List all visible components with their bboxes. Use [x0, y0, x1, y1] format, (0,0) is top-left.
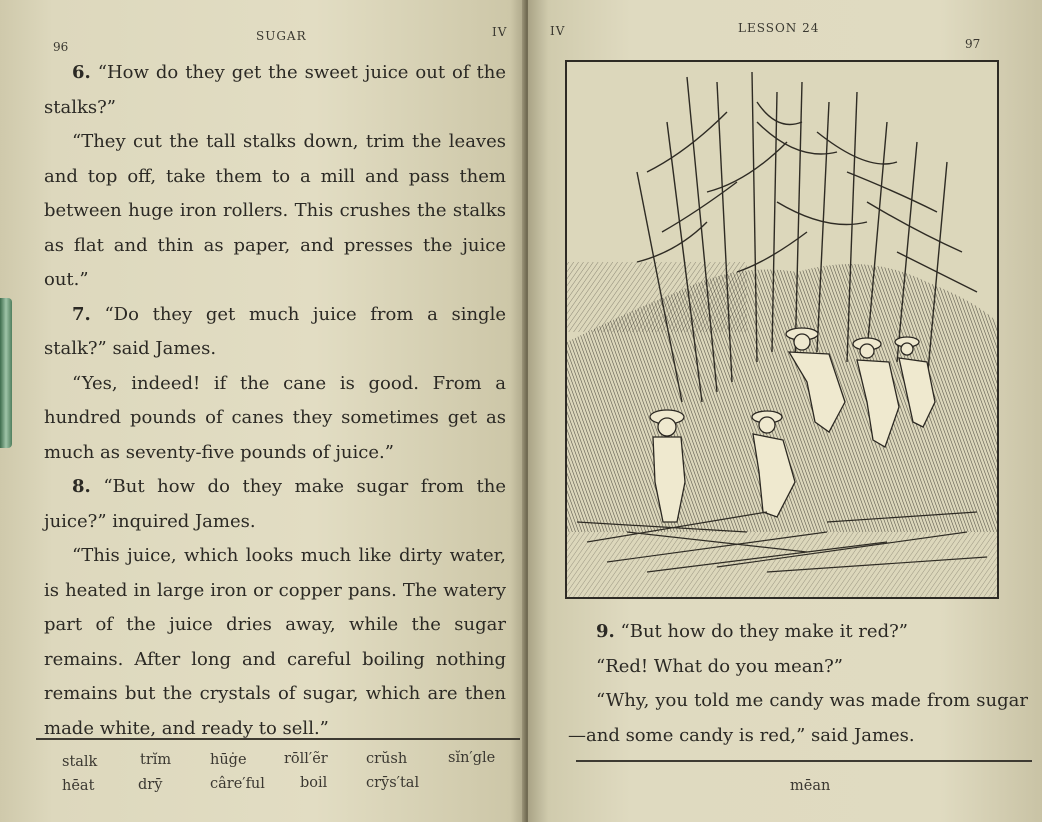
running-head: LESSON 24 [738, 21, 820, 35]
right-page-text [568, 615, 1028, 753]
page-number: 97 [965, 37, 981, 51]
vocab-word: stalk [62, 754, 98, 770]
divider-rule [576, 760, 1032, 762]
vocab-word: rōll′ẽr [284, 751, 328, 767]
left-page-text [44, 56, 506, 746]
vocab-word: crȳs′tal [366, 775, 420, 791]
vocab-word: boil [300, 775, 328, 791]
vocab-word: hūġe [210, 752, 247, 768]
green-page-tab [0, 298, 12, 448]
paragraph: “This juice, which looks much like dirty water, is heated in large iron or copper pans. The watery part of the juice dries away, while the sugar remains. After long and careful boiling nothing remains but the crystals of sugar, which are then made white, and ready to sell.” [44, 545, 506, 739]
right-page [528, 0, 1042, 822]
paragraph: “Why, you told me candy was made from sugar—and some candy is red,” said James. [568, 690, 1028, 746]
vocab-word: câre′ful [210, 776, 265, 792]
paragraph: 9. “But how do they make it red?” [596, 621, 908, 642]
paragraph: 8. “But how do they make sugar from the juice?” inquired James. [44, 476, 506, 532]
paragraph: “Red! What do you mean?” [596, 655, 843, 677]
vocab-word: hēat [62, 778, 95, 794]
vocab-word: sĭn′gle [448, 750, 496, 766]
section-mark: IV [550, 24, 566, 38]
paragraph: “They cut the tall stalks down, trim the leaves and top off, take them to a mill and pass them between huge iron rollers. This crushes the stalks as flat and thin as paper, and presses the juice out.” [44, 131, 506, 290]
vocab-word: mēan [790, 778, 831, 794]
sugar-cane-harvest-illustration [567, 62, 997, 597]
vocab-word: trĭm [140, 752, 172, 768]
sugar-cane-illustration [565, 60, 999, 599]
section-mark: IV [492, 25, 508, 39]
paragraph: 7. “Do they get much juice from a single stalk?” said James. [44, 303, 506, 359]
running-head: SUGAR [256, 29, 307, 43]
vocab-word: drȳ [138, 777, 163, 793]
page-number: 96 [53, 40, 69, 54]
paragraph: “Yes, indeed! if the cane is good. From a hundred pounds of canes they sometimes get as much as seventy-five pounds of juice.” [44, 372, 506, 463]
paragraph: 6. “How do they get the sweet juice out of the stalks?” [44, 62, 506, 118]
vocab-word: crŭsh [366, 751, 408, 767]
divider-rule [36, 738, 520, 740]
